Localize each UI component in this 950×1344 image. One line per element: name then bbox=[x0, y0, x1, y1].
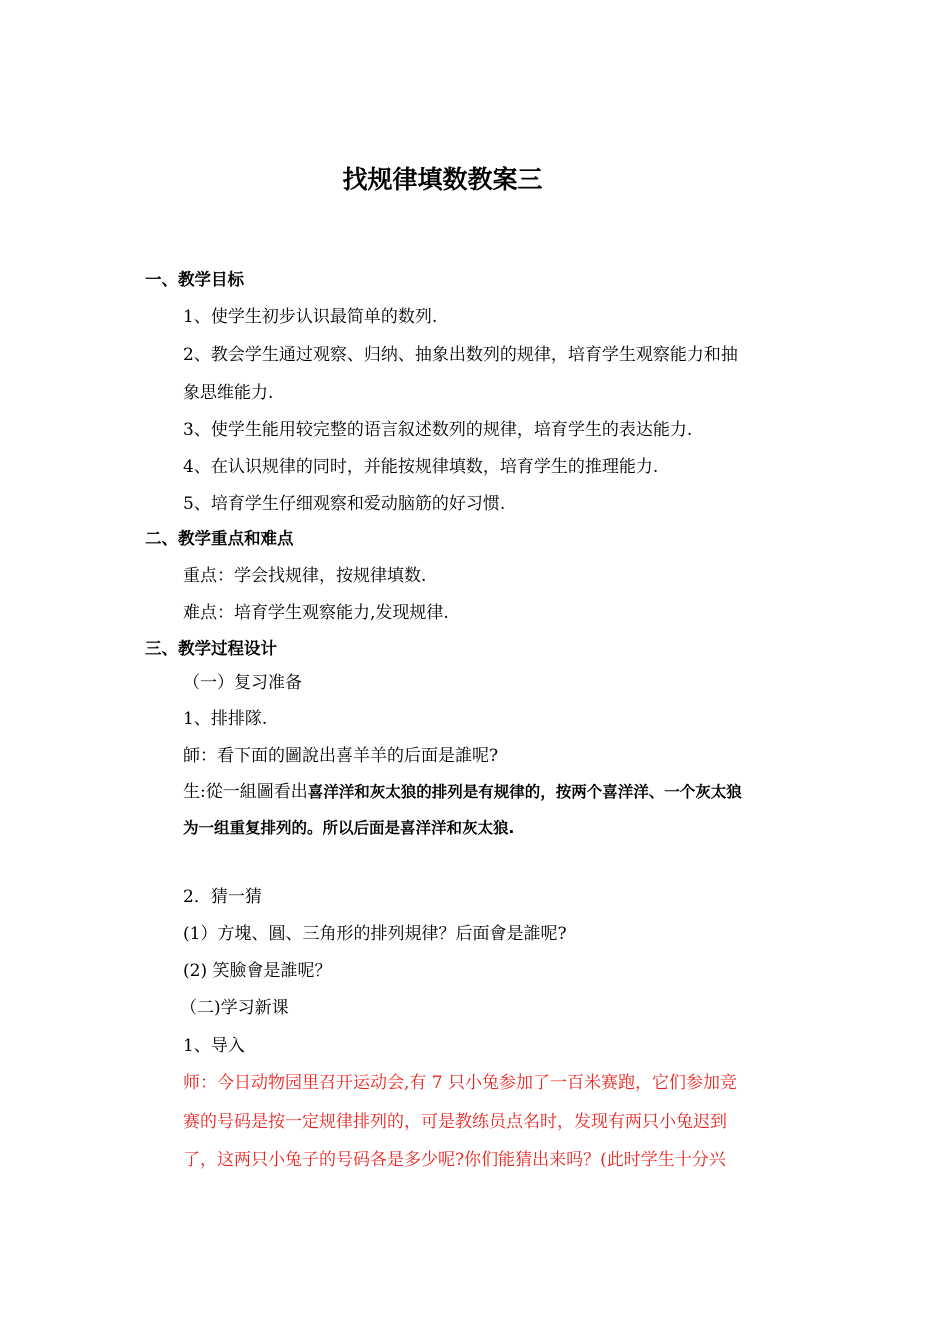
goal-item-2-continued: 象思维能力. bbox=[183, 383, 274, 403]
subsection-review: （一）复习准备 bbox=[183, 673, 302, 693]
document-title: 找规律填数教案三 bbox=[342, 165, 543, 194]
teacher-story-line-1: 师：今日动物园里召开运动会,有 7 只小兔参加了一百米赛跑，它们参加竞 bbox=[183, 1073, 738, 1093]
student-answer-prefix: 生:從一組圖看出 bbox=[183, 782, 308, 802]
student-answer-line-1 bbox=[183, 780, 742, 804]
subsection-new-lesson: （二)学习新课 bbox=[180, 998, 289, 1018]
review-item-1: 1、排排隊. bbox=[183, 709, 268, 729]
key-point-text: 重点：学会找规律，按规律填数. bbox=[183, 566, 427, 586]
goal-item-5: 5、培育学生仔细观察和爱动脑筋的好习惯. bbox=[183, 494, 506, 514]
teacher-story-line-2: 赛的号码是按一定规律排列的，可是教练员点名时，发现有两只小兔迟到 bbox=[183, 1112, 727, 1132]
guess-question-1: (1）方塊、圓、三角形的排列規律？后面會是誰呢? bbox=[183, 924, 567, 944]
goal-item-2: 2、教会学生通过观察、归纳、抽象出数列的规律，培育学生观察能力和抽 bbox=[183, 345, 738, 365]
section-heading-key-points: 二、教学重点和难点 bbox=[145, 529, 294, 548]
difficult-point-text: 难点：培育学生观察能力,发现规律. bbox=[183, 603, 449, 623]
guess-question-2: (2) 笑臉會是誰呢？ bbox=[183, 961, 332, 981]
student-answer-line-2: 为一组重复排列的。所以后面是喜洋洋和灰太狼. bbox=[183, 819, 515, 837]
section-heading-goals: 一、教学目标 bbox=[145, 270, 244, 289]
goal-item-4: 4、在认识规律的同时，并能按规律填数，培育学生的推理能力. bbox=[183, 457, 659, 477]
teacher-story-line-3: 了，这两只小兔子的号码各是多少呢?你们能猜出来吗？(此时学生十分兴 bbox=[183, 1150, 726, 1170]
intro-item: 1、导入 bbox=[183, 1036, 245, 1056]
teacher-question: 師：看下面的圖說出喜羊羊的后面是誰呢? bbox=[183, 746, 499, 766]
goal-item-1: 1、使学生初步认识最简单的数列. bbox=[183, 307, 438, 327]
section-heading-process: 三、教学过程设计 bbox=[145, 639, 277, 658]
review-item-2: 2．猜一猜 bbox=[183, 887, 262, 907]
goal-item-3: 3、使学生能用较完整的语言叙述数列的规律，培育学生的表达能力. bbox=[183, 420, 693, 440]
student-answer-bold: 喜洋洋和灰太狼的排列是有规律的，按两个喜洋洋、一个灰太狼 bbox=[307, 783, 742, 801]
